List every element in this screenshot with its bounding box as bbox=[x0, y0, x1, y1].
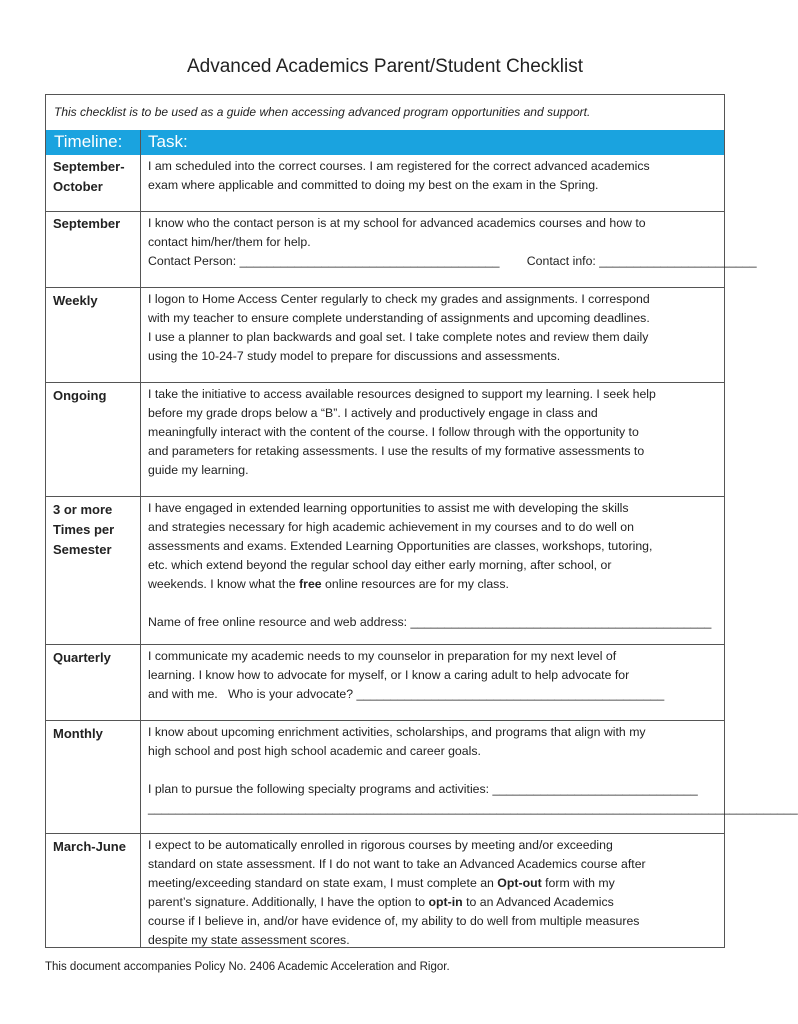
task-cell: I am scheduled into the correct courses. I am registered for the correct advanced academics exam where applicable and committed to doing my best on the exam in the Spring. bbox=[148, 159, 650, 192]
timeline-cell: Weekly bbox=[53, 293, 98, 308]
page-title: Advanced Academics Parent/Student Checklist bbox=[186, 56, 584, 77]
task-cell: I expect to be automatically enrolled in rigorous courses by meeting and/or exceeding standard on state assessment. If I do not want to take an Advanced Academics course after meeting/exceeding standard on state exam, I must complete an Opt-out form with my parent’s signature. Additionally, I have the option to opt-in to an Advanced Academics course if I believe in, and/or have evidence of, my ability to do well from multiple measures despite my state assessment scores. bbox=[148, 838, 646, 947]
timeline-cell: Ongoing bbox=[53, 388, 107, 403]
row-divider bbox=[46, 287, 724, 288]
timeline-cell: March-June bbox=[53, 839, 126, 854]
row-divider bbox=[46, 833, 724, 834]
resource-fill-line[interactable]: Name of free online resource and web address: ____________________________________________ bbox=[148, 615, 712, 629]
task-cell: I know about upcoming enrichment activities, scholarships, and programs that align with my high school and post high school academic and career goals. I plan to pursue the following specialty programs and activities: ______________________________ _______________________________________________________________________________________________ bbox=[148, 723, 720, 818]
programs-fill-line[interactable]: I plan to pursue the following specialty programs and activities: ______________________________ bbox=[148, 782, 698, 796]
task-header: Task: bbox=[148, 132, 188, 151]
footer-note: This document accompanies Policy No. 2406 Academic Acceleration and Rigor. bbox=[45, 961, 450, 973]
advocate-fill-line[interactable]: and with me. Who is your advocate? _____________________________________________ bbox=[148, 687, 665, 701]
timeline-cell: 3 or more Times per Semester bbox=[53, 502, 115, 557]
column-divider bbox=[140, 130, 141, 948]
timeline-header: Timeline: bbox=[54, 132, 123, 151]
timeline-cell: Quarterly bbox=[53, 650, 111, 665]
table-header bbox=[46, 130, 724, 155]
timeline-cell: September bbox=[53, 216, 121, 231]
task-cell: I take the initiative to access available resources designed to support my learning. I seek help before my grade drops below a “B”. I actively and productively engage in class and meaningfully interact with the content of the course. I follow through with the opportunity to and parameters for retaking assessments. I use the results of my formative assessments to guide my learning. bbox=[148, 387, 656, 477]
task-cell: I logon to Home Access Center regularly to check my grades and assignments. I correspond with my teacher to ensure complete understanding of assignments and upcoming deadlines. I use a planner to plan backwards and goal set. I take complete notes and review them daily using the 10-24-7 study model to prepare for discussions and assessments. bbox=[148, 292, 650, 363]
task-cell: I communicate my academic needs to my counselor in preparation for my next level of learning. I know how to advocate for myself, or I know a caring adult to help advocate for and with me. Who is your advocate? _____________________________________________ bbox=[148, 647, 720, 704]
timeline-cell: September- October bbox=[53, 159, 125, 194]
intro-note: This checklist is to be used as a guide when accessing advanced program opportunities and support. bbox=[54, 105, 591, 119]
contact-fill-line[interactable]: Contact Person: ______________________________________ Contact info: _______________________ bbox=[148, 254, 757, 268]
programs-fill-line-2[interactable]: _______________________________________________________________________________________________ bbox=[148, 801, 798, 815]
row-divider bbox=[46, 211, 724, 212]
checklist-table bbox=[45, 94, 798, 948]
row-divider bbox=[46, 496, 724, 497]
row-divider bbox=[46, 644, 724, 645]
task-cell: I have engaged in extended learning opportunities to assist me with developing the skills and strategies necessary for high academic achievement in my courses and to do well on assessments and exams. Extended Learning Opportunities are classes, workshops, tutoring, etc. which extend beyond the regular school day either early morning, after school, or weekends. I know what the free online resources are for my class. Name of free online resource and web address: ____________________________________________ bbox=[148, 499, 720, 632]
timeline-cell: Monthly bbox=[53, 726, 103, 741]
row-divider bbox=[46, 382, 724, 383]
task-cell: I know who the contact person is at my school for advanced academics courses and how to contact him/her/them for help. Contact Person: ______________________________________ Contact info: _______________________ bbox=[148, 214, 720, 271]
row-divider bbox=[46, 720, 724, 721]
